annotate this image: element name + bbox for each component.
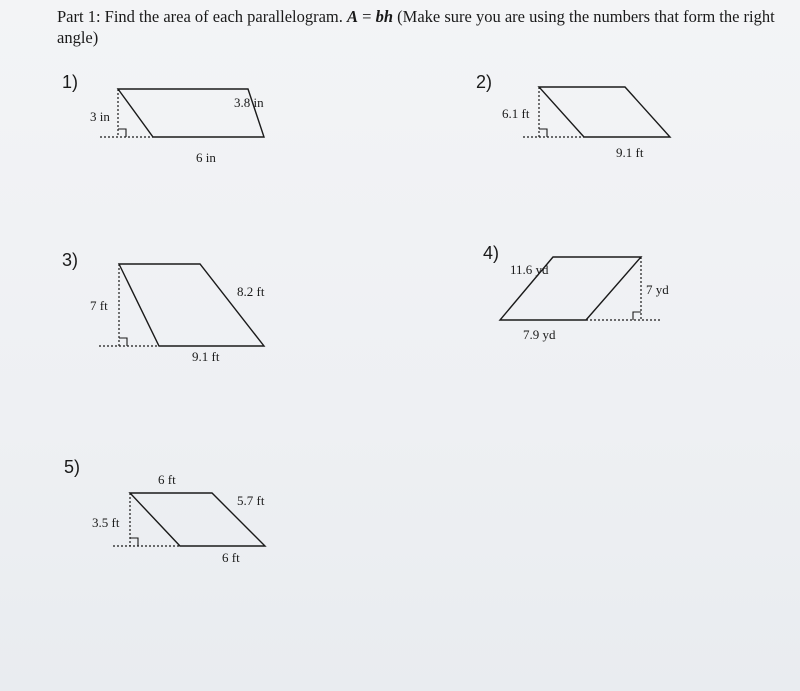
formula-equals: = xyxy=(358,7,376,26)
base-label: 6 in xyxy=(196,150,216,165)
base-label: 9.1 ft xyxy=(192,349,220,364)
problem-number: 5) xyxy=(64,457,81,477)
height-label: 7 ft xyxy=(90,298,108,313)
right-angle-marker xyxy=(119,338,127,346)
side-label: 5.7 ft xyxy=(237,493,265,508)
right-angle-marker xyxy=(633,312,641,320)
base-label: 9.1 ft xyxy=(616,145,644,160)
side-label: 3.8 in xyxy=(234,95,264,110)
height-label: 6.1 ft xyxy=(502,106,530,121)
right-angle-marker xyxy=(130,538,138,546)
parallelogram-shape xyxy=(119,264,264,346)
side-label: 8.2 ft xyxy=(237,284,265,299)
parallelogram-shape xyxy=(539,87,670,137)
problem-number: 3) xyxy=(62,250,79,270)
parallelogram-figure xyxy=(95,255,275,355)
parallelogram-figure xyxy=(90,80,290,150)
instructions-note: (Make sure you are using the numbers that form the right angle) xyxy=(57,7,775,47)
problem-number: 1) xyxy=(62,72,79,92)
problem-number: 2) xyxy=(476,72,493,92)
part-heading: Part 1: Find the area of each parallelogram. xyxy=(57,7,343,26)
right-angle-marker xyxy=(118,129,126,137)
height-label: 3.5 ft xyxy=(92,515,120,530)
height-label: 7 yd xyxy=(646,282,669,297)
problem-number: 4) xyxy=(483,243,500,263)
side-label: 11.6 yd xyxy=(510,262,549,277)
top-label: 6 ft xyxy=(158,472,176,487)
parallelogram-figure xyxy=(515,80,685,150)
right-angle-marker xyxy=(539,129,547,137)
formula-bh: bh xyxy=(375,7,394,26)
base-label: 6 ft xyxy=(222,550,240,565)
height-label: 3 in xyxy=(90,109,110,124)
instructions xyxy=(57,6,777,48)
base-label: 7.9 yd xyxy=(523,327,556,342)
formula-area: A xyxy=(347,7,359,26)
